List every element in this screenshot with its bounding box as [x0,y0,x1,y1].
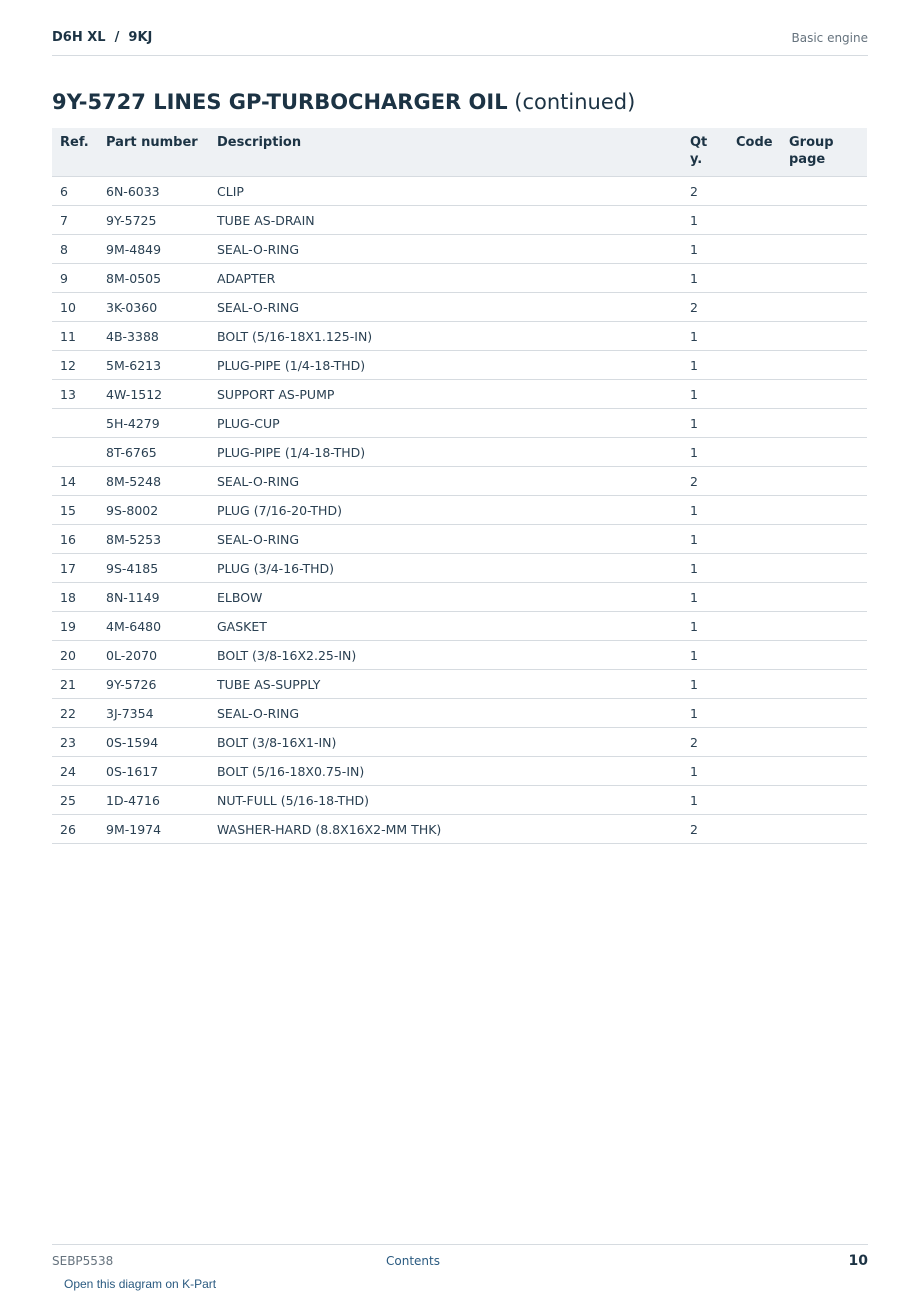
cell-group-page [781,641,867,670]
cell-code [728,380,781,409]
cell-code [728,612,781,641]
contents-link[interactable]: Contents [386,1254,440,1268]
cell-code [728,177,781,206]
table-row [52,786,867,815]
cell-code [728,322,781,351]
cell-description: WASHER-HARD (8.8X16X2-MM THK) [209,815,682,844]
column-header-ref: Ref. [52,128,98,177]
cell-description: CLIP [209,177,682,206]
cell-group-page [781,380,867,409]
cell-code [728,670,781,699]
cell-part-number: 0S-1617 [98,757,209,786]
table-row [52,554,867,583]
page-number: 10 [848,1253,868,1269]
cell-part-number: 8T-6765 [98,438,209,467]
parts-table-header [52,128,867,177]
table-row [52,670,867,699]
column-header-qty: Qty. [682,128,728,177]
cell-part-number: 0L-2070 [98,641,209,670]
cell-qty: 1 [682,670,728,699]
cell-code [728,641,781,670]
cell-ref: 26 [52,815,98,844]
cell-part-number: 9S-4185 [98,554,209,583]
cell-ref [52,438,98,467]
page-title-main: 9Y-5727 LINES GP-TURBOCHARGER OIL [52,90,508,114]
cell-code [728,786,781,815]
cell-qty: 1 [682,554,728,583]
table-row [52,264,867,293]
cell-qty: 1 [682,583,728,612]
cell-qty: 2 [682,815,728,844]
parts-table-body [52,177,867,844]
cell-qty: 2 [682,728,728,757]
cell-qty: 1 [682,641,728,670]
table-row [52,351,867,380]
cell-ref: 21 [52,670,98,699]
cell-description: BOLT (5/16-18X0.75-IN) [209,757,682,786]
table-row [52,322,867,351]
cell-group-page [781,815,867,844]
cell-code [728,815,781,844]
cell-ref: 14 [52,467,98,496]
table-row [52,525,867,554]
cell-ref: 8 [52,235,98,264]
cell-group-page [781,467,867,496]
cell-qty: 1 [682,612,728,641]
cell-part-number: 8M-5248 [98,467,209,496]
open-kpart-link[interactable]: Open this diagram on K-Part [64,1277,217,1291]
cell-ref: 10 [52,293,98,322]
cell-description: GASKET [209,612,682,641]
cell-code [728,293,781,322]
section-label: Basic engine [791,31,868,45]
page-title-suffix: (continued) [507,90,636,114]
cell-group-page [781,670,867,699]
cell-part-number: 5H-4279 [98,409,209,438]
page-header [52,30,868,56]
cell-code [728,496,781,525]
cell-description: SEAL-O-RING [209,467,682,496]
cell-qty: 2 [682,177,728,206]
table-row [52,177,867,206]
cell-description: TUBE AS-DRAIN [209,206,682,235]
cell-description: SUPPORT AS-PUMP [209,380,682,409]
cell-group-page [781,177,867,206]
cell-code [728,351,781,380]
table-row [52,641,867,670]
cell-ref: 15 [52,496,98,525]
table-row [52,438,867,467]
cell-ref: 6 [52,177,98,206]
cell-qty: 1 [682,380,728,409]
cell-code [728,554,781,583]
cell-part-number: 1D-4716 [98,786,209,815]
table-row [52,757,867,786]
cell-group-page [781,409,867,438]
cell-part-number: 4B-3388 [98,322,209,351]
cell-description: PLUG (7/16-20-THD) [209,496,682,525]
cell-code [728,699,781,728]
cell-qty: 1 [682,409,728,438]
cell-group-page [781,351,867,380]
cell-qty: 1 [682,757,728,786]
table-row [52,612,867,641]
cell-part-number: 9Y-5726 [98,670,209,699]
cell-qty: 1 [682,786,728,815]
cell-description: BOLT (5/16-18X1.125-IN) [209,322,682,351]
cell-qty: 1 [682,699,728,728]
table-row [52,699,867,728]
model-label: D6H XL / 9KJ [52,30,153,45]
cell-part-number: 9Y-5725 [98,206,209,235]
cell-code [728,264,781,293]
cell-part-number: 3K-0360 [98,293,209,322]
table-row [52,583,867,612]
table-row [52,235,867,264]
column-header-description: Description [209,128,682,177]
cell-description: ELBOW [209,583,682,612]
cell-ref: 17 [52,554,98,583]
column-header-group-page: Group page [781,128,867,177]
table-row [52,409,867,438]
cell-description: BOLT (3/8-16X1-IN) [209,728,682,757]
cell-part-number: 9S-8002 [98,496,209,525]
cell-group-page [781,496,867,525]
cell-part-number: 8N-1149 [98,583,209,612]
cell-ref: 7 [52,206,98,235]
cell-part-number: 9M-1974 [98,815,209,844]
table-row [52,728,867,757]
cell-part-number: 8M-5253 [98,525,209,554]
cell-part-number: 9M-4849 [98,235,209,264]
cell-qty: 1 [682,525,728,554]
cell-part-number: 4M-6480 [98,612,209,641]
cell-part-number: 8M-0505 [98,264,209,293]
column-header-part-number: Part number [98,128,209,177]
cell-group-page [781,235,867,264]
cell-qty: 1 [682,438,728,467]
cell-ref [52,409,98,438]
cell-group-page [781,728,867,757]
cell-qty: 1 [682,322,728,351]
cell-group-page [781,525,867,554]
cell-description: SEAL-O-RING [209,699,682,728]
cell-ref: 23 [52,728,98,757]
cell-description: TUBE AS-SUPPLY [209,670,682,699]
cell-group-page [781,264,867,293]
cell-description: SEAL-O-RING [209,293,682,322]
cell-qty: 1 [682,235,728,264]
cell-part-number: 0S-1594 [98,728,209,757]
cell-ref: 9 [52,264,98,293]
table-row [52,815,867,844]
table-row [52,380,867,409]
cell-qty: 1 [682,206,728,235]
cell-description: NUT-FULL (5/16-18-THD) [209,786,682,815]
cell-ref: 18 [52,583,98,612]
cell-group-page [781,206,867,235]
cell-code [728,235,781,264]
cell-description: SEAL-O-RING [209,525,682,554]
cell-group-page [781,583,867,612]
cell-code [728,409,781,438]
document-id: SEBP5538 [52,1254,114,1268]
cell-group-page [781,293,867,322]
table-row [52,496,867,525]
cell-ref: 12 [52,351,98,380]
cell-group-page [781,438,867,467]
cell-code [728,438,781,467]
cell-code [728,525,781,554]
column-header-code: Code [728,128,781,177]
cell-part-number: 3J-7354 [98,699,209,728]
table-row [52,467,867,496]
cell-part-number: 6N-6033 [98,177,209,206]
cell-ref: 16 [52,525,98,554]
cell-part-number: 4W-1512 [98,380,209,409]
cell-group-page [781,757,867,786]
cell-ref: 20 [52,641,98,670]
cell-description: PLUG-PIPE (1/4-18-THD) [209,438,682,467]
cell-qty: 1 [682,351,728,380]
page-title [52,90,635,114]
cell-description: BOLT (3/8-16X2.25-IN) [209,641,682,670]
cell-ref: 22 [52,699,98,728]
cell-qty: 1 [682,496,728,525]
cell-ref: 19 [52,612,98,641]
cell-group-page [781,554,867,583]
cell-ref: 13 [52,380,98,409]
parts-table [52,128,867,844]
cell-code [728,728,781,757]
table-row [52,293,867,322]
cell-code [728,757,781,786]
cell-description: ADAPTER [209,264,682,293]
cell-code [728,583,781,612]
cell-description: PLUG-PIPE (1/4-18-THD) [209,351,682,380]
cell-description: SEAL-O-RING [209,235,682,264]
page-footer [52,1244,868,1275]
cell-group-page [781,699,867,728]
cell-part-number: 5M-6213 [98,351,209,380]
cell-group-page [781,786,867,815]
cell-description: PLUG (3/4-16-THD) [209,554,682,583]
cell-qty: 2 [682,293,728,322]
cell-ref: 24 [52,757,98,786]
cell-code [728,206,781,235]
table-row [52,206,867,235]
cell-qty: 1 [682,264,728,293]
cell-description: PLUG-CUP [209,409,682,438]
cell-ref: 11 [52,322,98,351]
cell-ref: 25 [52,786,98,815]
cell-code [728,467,781,496]
cell-group-page [781,322,867,351]
cell-group-page [781,612,867,641]
cell-qty: 2 [682,467,728,496]
